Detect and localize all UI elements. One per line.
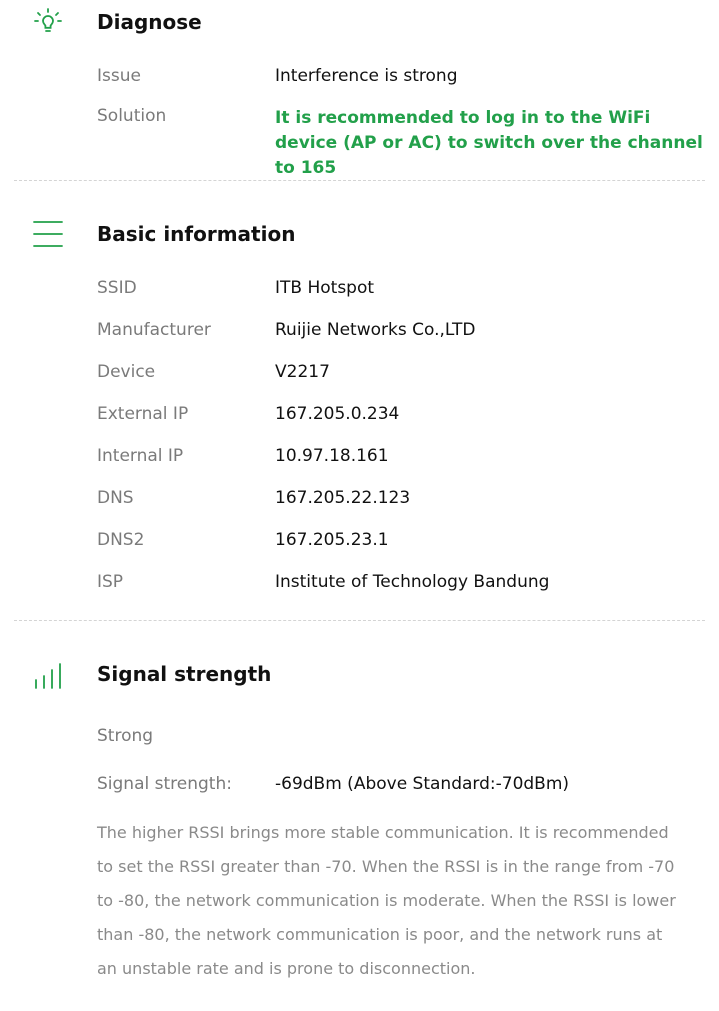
issue-label: Issue [97, 66, 141, 86]
solution-row [97, 106, 707, 178]
basic-info-title: Basic information [97, 222, 296, 246]
internal-ip-value: 10.97.18.161 [275, 446, 389, 466]
signal-status-row [97, 726, 707, 756]
info-row-external-ip [97, 404, 707, 434]
signal-strength-label: Signal strength: [97, 774, 232, 794]
divider [14, 620, 705, 621]
dns-label: DNS [97, 488, 134, 508]
isp-value: Institute of Technology Bandung [275, 572, 550, 592]
diagnose-title: Diagnose [97, 10, 202, 34]
dns2-value: 167.205.23.1 [275, 530, 389, 550]
external-ip-label: External IP [97, 404, 189, 424]
dns2-label: DNS2 [97, 530, 145, 550]
device-label: Device [97, 362, 156, 382]
info-row-manufacturer [97, 320, 707, 350]
manufacturer-label: Manufacturer [97, 320, 211, 340]
info-row-isp [97, 572, 707, 602]
signal-title: Signal strength [97, 662, 272, 686]
dns-value: 167.205.22.123 [275, 488, 411, 508]
divider [14, 180, 705, 181]
internal-ip-label: Internal IP [97, 446, 184, 466]
ssid-label: SSID [97, 278, 137, 298]
info-row-internal-ip [97, 446, 707, 476]
info-row-dns [97, 488, 707, 518]
solution-value: It is recommended to log in to the WiFi device (AP or AC) to switch over the channel to 165 [275, 108, 703, 178]
signal-strength-row [97, 774, 707, 804]
isp-label: ISP [97, 572, 124, 592]
issue-row [97, 66, 707, 96]
diagnose-section [0, 0, 719, 180]
signal-bars-icon [30, 658, 66, 694]
info-row-dns2 [97, 530, 707, 560]
menu-lines-icon [30, 216, 66, 252]
info-row-device [97, 362, 707, 392]
signal-strength-value: -69dBm (Above Standard:-70dBm) [275, 774, 570, 794]
info-row-ssid [97, 278, 707, 308]
basic-info-section [0, 210, 719, 620]
device-value: V2217 [275, 362, 330, 382]
solution-label: Solution [97, 106, 167, 126]
external-ip-value: 167.205.0.234 [275, 404, 400, 424]
signal-description: The higher RSSI brings more stable communication. It is recommended to set the RSSI greater than -70. When the RSSI is in the range from -70 to -80, the network communication is moderate. When the RSSI is lower than -80, the network communication is poor, and the network runs at an unstable rate and is prone to disconnection. [97, 823, 676, 978]
manufacturer-value: Ruijie Networks Co.,LTD [275, 320, 476, 340]
signal-status: Strong [97, 726, 154, 746]
issue-value: Interference is strong [275, 66, 458, 86]
signal-section [0, 650, 719, 1000]
lightbulb-icon [30, 4, 66, 40]
ssid-value: ITB Hotspot [275, 278, 375, 298]
